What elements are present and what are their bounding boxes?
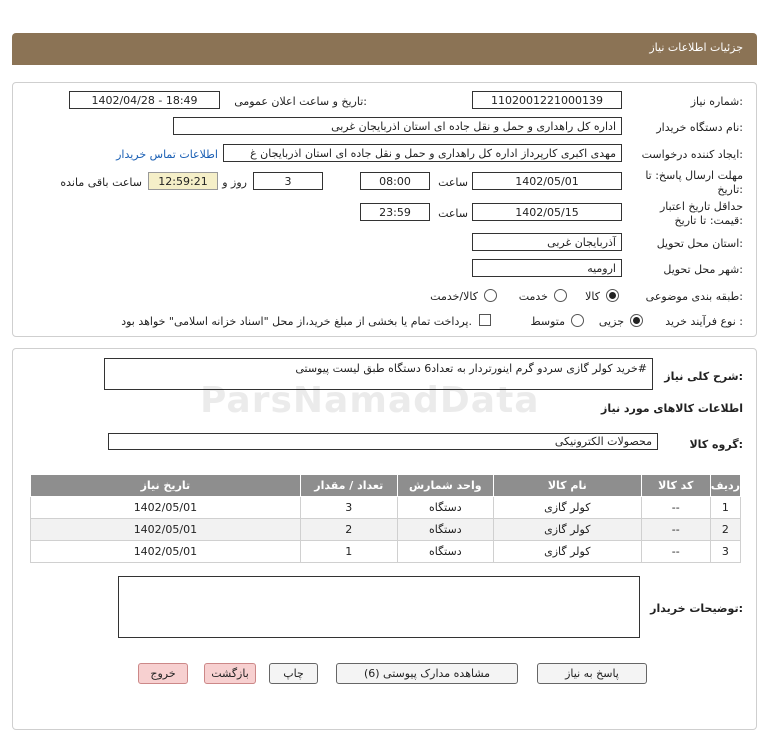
goods-section-title: اطلاعات کالاهای مورد نیاز xyxy=(601,402,743,415)
need-number-label: شماره نیاز: xyxy=(690,95,743,108)
category-goods-radio[interactable] xyxy=(606,289,619,302)
creator-field: مهدی اکبری کارپرداز اداره کل راهداری و حمل و نقل جاده ای استان اذربایجان غ xyxy=(223,144,622,162)
city-label: شهر محل تحویل: xyxy=(663,263,743,276)
cell-name: کولر گازی xyxy=(493,541,641,563)
cell-code: -- xyxy=(641,541,710,563)
province-field: آذربایجان غربی xyxy=(472,233,622,251)
view-documents-button[interactable]: مشاهده مدارک پیوستی (6) xyxy=(336,663,518,684)
category-goods-service-label: کالا/خدمت xyxy=(430,290,478,303)
reply-date-field: 1402/05/01 xyxy=(472,172,622,190)
reply-deadline-label: مهلت ارسال پاسخ: تا xyxy=(645,169,743,182)
cell-unit: دستگاه xyxy=(397,519,493,541)
buyer-org-label: نام دستگاه خریدار: xyxy=(656,121,743,134)
goods-table-header xyxy=(31,475,741,497)
cell-code: -- xyxy=(641,497,710,519)
cell-qty: 2 xyxy=(300,519,397,541)
col-code: کد کالا xyxy=(641,475,710,497)
cell-row: 2 xyxy=(710,519,740,541)
cell-unit: دستگاه xyxy=(397,541,493,563)
validity-date-field: 1402/05/15 xyxy=(472,203,622,221)
process-minor-label: جزیی xyxy=(598,315,624,328)
table-row xyxy=(31,519,741,541)
col-unit: واحد شمارش xyxy=(397,475,493,497)
col-qty: تعداد / مقدار xyxy=(300,475,397,497)
col-date: تاریخ نیاز xyxy=(31,475,301,497)
announce-field: 1402/04/28 - 18:49 xyxy=(69,91,220,109)
category-goods-label: کالا xyxy=(585,290,600,303)
process-minor-radio[interactable] xyxy=(630,314,643,327)
city-field: ارومیه xyxy=(472,259,622,277)
back-button[interactable]: بازگشت xyxy=(204,663,256,684)
category-label: طبقه بندی موضوعی: xyxy=(645,290,743,303)
page-header xyxy=(12,33,757,65)
summary-label: شرح کلی نیاز: xyxy=(664,370,743,383)
cell-name: کولر گازی xyxy=(493,519,641,541)
print-button[interactable]: چاپ xyxy=(269,663,318,684)
exit-button[interactable]: خروج xyxy=(138,663,188,684)
cell-code: -- xyxy=(641,519,710,541)
validity-time-field: 23:59 xyxy=(360,203,430,221)
table-row xyxy=(31,541,741,563)
reply-time-field: 08:00 xyxy=(360,172,430,190)
buyer-org-field: اداره کل راهداری و حمل و نقل جاده ای استان اذربایجان غربی xyxy=(173,117,622,135)
remaining-label: ساعت باقی مانده xyxy=(60,176,142,189)
goods-table xyxy=(30,474,741,563)
cell-qty: 3 xyxy=(300,497,397,519)
remaining-time-field: 12:59:21 xyxy=(148,172,218,190)
col-row: ردیف xyxy=(710,475,740,497)
process-medium-label: متوسط xyxy=(530,315,565,328)
cell-date: 1402/05/01 xyxy=(31,497,301,519)
col-name: نام کالا xyxy=(493,475,641,497)
reply-time-label: ساعت xyxy=(438,176,468,189)
cell-date: 1402/05/01 xyxy=(31,541,301,563)
reply-deadline-label-2: تاریخ: xyxy=(717,183,743,196)
category-service-radio[interactable] xyxy=(554,289,567,302)
buyer-notes-field xyxy=(118,576,640,638)
goods-group-field: محصولات الکترونیکی xyxy=(108,433,658,450)
cell-row: 1 xyxy=(710,497,740,519)
need-number-field: 1102001221000139 xyxy=(472,91,622,109)
reply-button[interactable]: پاسخ به نیاز xyxy=(537,663,647,684)
process-label: نوع فرآیند خرید : xyxy=(665,315,743,328)
announce-label: تاریخ و ساعت اعلان عمومی: xyxy=(234,95,367,108)
summary-text: خرید کولر گازی سردو گرم اینورتردار به تعداد6 دستگاه طبق لیست پیوستی# xyxy=(295,362,647,375)
process-medium-radio[interactable] xyxy=(571,314,584,327)
category-goods-service-radio[interactable] xyxy=(484,289,497,302)
buyer-notes-label: توضیحات خریدار: xyxy=(650,602,743,615)
category-service-label: خدمت xyxy=(518,290,548,303)
province-label: استان محل تحویل: xyxy=(656,237,743,250)
days-field: 3 xyxy=(253,172,323,190)
validity-label: حداقل تاریخ اعتبار xyxy=(659,200,743,213)
page-title: جزئیات اطلاعات نیاز xyxy=(649,41,743,54)
payment-note: پرداخت تمام یا بخشی از مبلغ خرید،از محل "اسناد خزانه اسلامی" خواهد بود. xyxy=(121,315,472,328)
cell-name: کولر گازی xyxy=(493,497,641,519)
cell-date: 1402/05/01 xyxy=(31,519,301,541)
validity-time-label: ساعت xyxy=(438,207,468,220)
goods-group-label: گروه کالا: xyxy=(689,438,743,451)
validity-label-2: قیمت: تا تاریخ: xyxy=(674,214,743,227)
cell-unit: دستگاه xyxy=(397,497,493,519)
cell-row: 3 xyxy=(710,541,740,563)
watermark: ParsNamadData xyxy=(200,380,540,421)
days-label: روز و xyxy=(222,176,247,189)
cell-qty: 1 xyxy=(300,541,397,563)
creator-label: ایجاد کننده درخواست: xyxy=(641,148,743,161)
table-row xyxy=(31,497,741,519)
contact-buyer-link[interactable]: اطلاعات تماس خریدار xyxy=(116,148,218,161)
treasury-payment-checkbox[interactable] xyxy=(479,314,491,326)
